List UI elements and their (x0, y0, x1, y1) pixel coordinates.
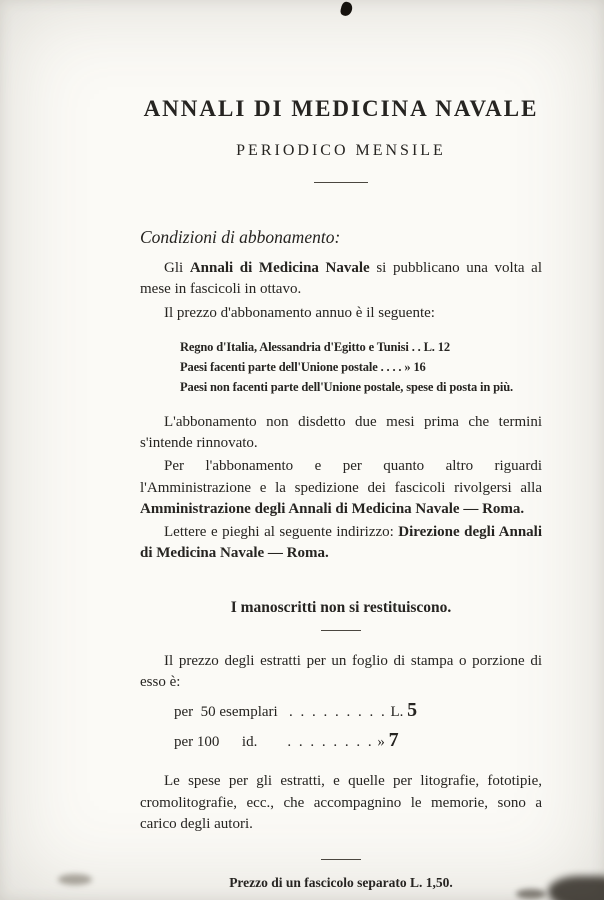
text-segment: si pubblicano una volta al mese in fascicoli in ottavo. (140, 260, 543, 298)
text-segment-bold: Annali di Medicina Navale (189, 260, 370, 276)
divider (321, 859, 361, 860)
price-line-italy: Regno d'Italia, Alessandria d'Egitto e Tunisi . . L. 12 (180, 339, 450, 354)
text-segment-bold: Direzione degli Annali di Medicina Navale — Roma. (140, 524, 542, 562)
offprint-price-row (174, 695, 542, 725)
paragraph-publication (140, 258, 542, 301)
offprint-label: per 50 esemplari (174, 704, 289, 721)
text-segment: Lettere e pieghi al seguente indirizzo: (164, 524, 399, 541)
paragraph-administration (140, 456, 542, 520)
paragraph-renewal: L'abbonamento non disdetto due mesi prima che termini s'intende rinnovato. (140, 413, 542, 451)
currency-symbol: » (373, 734, 389, 751)
paragraph-price-intro: Il prezzo d'abbonamento annuo è il seguente: (164, 304, 435, 321)
dot-leader: . . . . . . . . (287, 734, 374, 751)
scan-smudge-artifact (58, 874, 92, 885)
text-segment-bold: Amministrazione degli Annali di Medicina Navale — Roma. (140, 500, 525, 517)
text-segment: Per l'abbonamento e per quanto altro riguardi l'Amministrazione e la spedizione dei fascicoli rivolgersi alla (140, 458, 542, 496)
issue-price-note: Prezzo di un fascicolo separato L. 1,50. (229, 875, 453, 891)
section-heading: Condizioni di abbonamento: (140, 227, 341, 247)
price-line-postal-union: Paesi facenti parte dell'Unione postale . . . . » 16 (180, 360, 426, 375)
page-title: ANNALI DI MEDICINA NAVALE (143, 96, 539, 121)
offprint-price-value: 5 (407, 699, 418, 722)
divider (321, 630, 361, 631)
dot-leader: . . . . . . . . . (288, 704, 387, 721)
page-subtitle: PERIODICO MENSILE (236, 142, 446, 159)
paragraph-offprints-costs: Le spese per gli estratti, e quelle per litografie, fototipie, cromolitografie, ecc., che accompagnino le memorie, sono a carico degli autori. (140, 773, 542, 832)
page-content (140, 0, 542, 891)
divider (314, 182, 368, 183)
text-segment: Gli (164, 260, 190, 276)
offprints-section (140, 651, 542, 835)
offprint-label: per 100 id. (174, 734, 288, 751)
offprint-price-value: 7 (388, 729, 399, 752)
subscription-price-list (180, 337, 542, 398)
currency-symbol: L. (386, 704, 408, 721)
offprint-price-row (174, 725, 542, 755)
paragraph-address (140, 522, 542, 565)
paragraph-offprints-intro: Il prezzo degli estratti per un foglio di stampa o porzione di esso è: (140, 652, 542, 691)
price-line-non-postal-union: Paesi non facenti parte dell'Unione postale, spese di posta in più. (180, 380, 514, 395)
manuscripts-notice: I manoscritti non si restituiscono. (230, 598, 452, 616)
scan-smudge-artifact (548, 876, 604, 900)
